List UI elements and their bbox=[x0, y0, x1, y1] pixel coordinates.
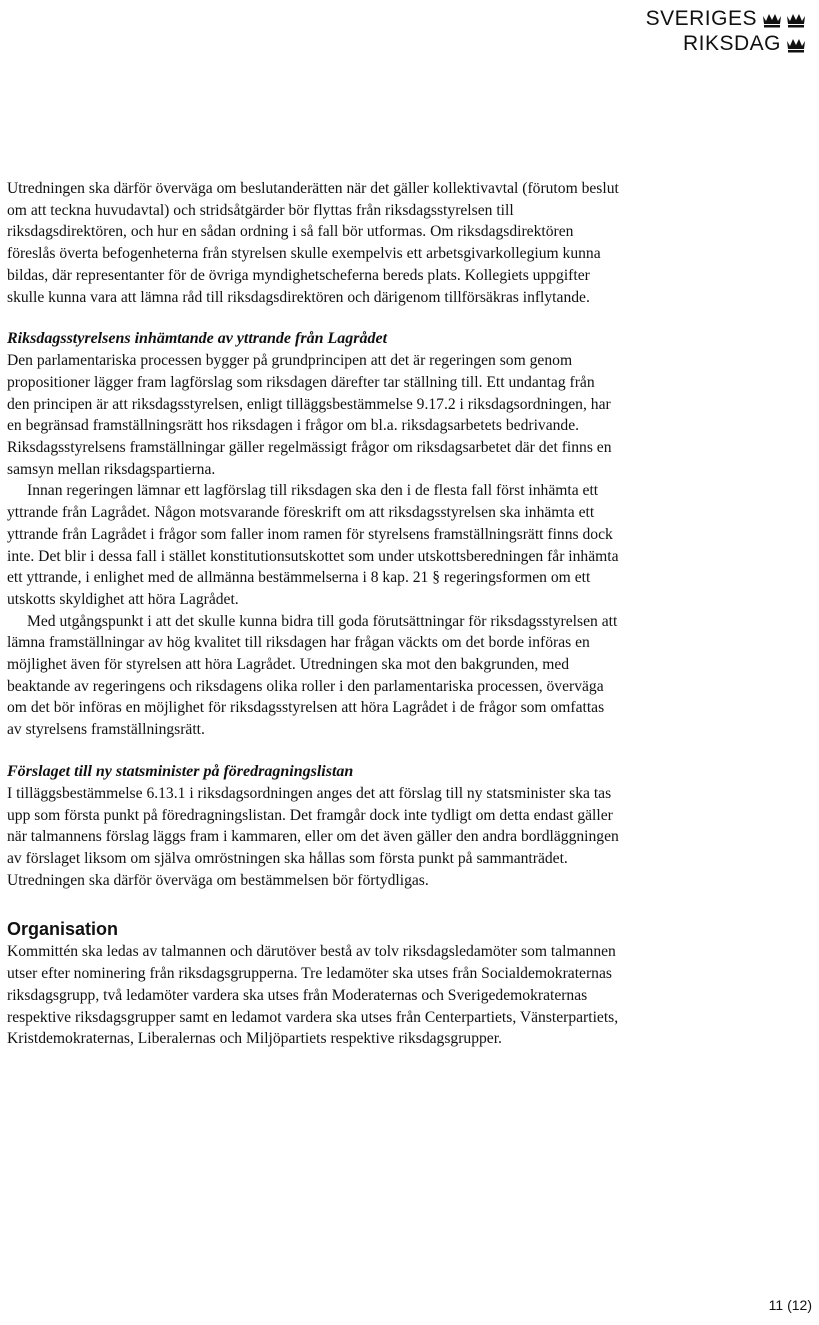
logo-line-2 bbox=[646, 31, 807, 56]
paragraph: Den parlamentariska processen bygger på grundprincipen att det är regeringen som genom propositioner lägger fram lagförslag som riksdagen därefter tar ställning till. Ett undantag från den principen är att riksdagsstyrelsen, enligt tilläggsbestämmelse 9.17.2 i riksdagsordningen, har en begränsad framställningsrätt hos riksdagen i frågor om bl.a. riksdagsarbetets bedrivande. Riksdagsstyrelsens framställningar gäller regelmässigt frågor om riksdagsarbetet där det finns en samsyn mellan riksdagspartierna. bbox=[7, 352, 612, 478]
riksdag-logo bbox=[646, 6, 807, 56]
section-organisation bbox=[7, 917, 619, 1050]
crown-icon bbox=[785, 10, 807, 28]
three-crowns-icon bbox=[761, 10, 807, 28]
logo-text-riksdag: RIKSDAG bbox=[682, 32, 781, 55]
section-heading: Organisation bbox=[7, 919, 119, 940]
logo-text-sveriges: SVERIGES bbox=[645, 7, 757, 30]
paragraph: Innan regeringen lämnar ett lagförslag till riksdagen ska den i de flesta fall först inhämta ett yttrande från Lagrådet. Någon motsvarande föreskrift om att riksdagsstyrelsen ska inhämta ett yttrande från Lagrådet i frågor som faller inom ramen för styrelsens framställningsrätt finns dock inte. Det blir i dessa fall i stället konstitutionsutskottet som under utskottsberedningen får inhämta ett yttrande, i enlighet med de allmänna bestämmelserna i 8 kap. 21 § regeringsformen om ett utskotts skyldighet att höra Lagrådet. bbox=[7, 482, 619, 608]
paragraph: Med utgångspunkt i att det skulle kunna bidra till goda förutsättningar för riksdagsstyrelsen att lämna framställningar av hög kvalitet till riksdagen har frågan väckts om det borde införas en möjlighet även för styrelsen att höra Lagrådet. Utredningen ska mot den bakgrunden, med beaktande av regeringens och riksdagens olika roller i den parlamentariska processen, överväga om det bör införas en möjlighet för riksdagsstyrelsen att höra Lagrådet i de frågor som omfattas av styrelsens framställningsrätt. bbox=[7, 612, 618, 739]
section-statsminister bbox=[7, 761, 619, 892]
section-lagradet bbox=[7, 328, 619, 741]
page-number: 11 (12) bbox=[768, 1297, 812, 1313]
crown-icon bbox=[761, 10, 783, 28]
paragraph: Kommittén ska ledas av talmannen och därutöver bestå av tolv riksdagsledamöter som talmannen utser efter nominering från riksdagsgrupperna. Tre ledamöter ska utses från Socialdemokraternas riksdagsgrupp, två ledamöter vardera ska utses från Moderaternas och Sverigedemokraternas respektive riksdagsgrupper samt en ledamot vardera ska utses från Centerpartiets, Vänsterpartiets, Kristdemokraternas, Liberalernas och Miljöpartiets respektive riksdagsgrupper. bbox=[7, 943, 619, 1048]
logo-line-1 bbox=[646, 6, 807, 31]
section-heading: Riksdagsstyrelsens inhämtande av yttrande från Lagrådet bbox=[7, 330, 388, 348]
section-heading: Förslaget till ny statsminister på föredragningslistan bbox=[7, 762, 354, 780]
intro-paragraph: Utredningen ska därför överväga om beslutanderätten när det gäller kollektivavtal (förutom beslut om att teckna huvudavtal) och stridsåtgärder bör flyttas från riksdagsstyrelsen till riksdagsdirektören, och hur en sådan ordning i så fall bör utformas. Om riksdagsdirektören föreslås överta befogenheterna från styrelsen skulle exempelvis ett arbetsgivarkollegium kunna bildas, där representanter för de övriga myndighetscheferna bereds plats. Kollegiets uppgifter skulle kunna vara att lämna råd till riksdagsdirektören och därigenom tillförsäkras inflytande. bbox=[7, 180, 619, 306]
crown-icon bbox=[785, 35, 807, 53]
document-body bbox=[7, 178, 619, 1050]
paragraph: I tilläggsbestämmelse 6.13.1 i riksdagsordningen anges det att förslag till ny statsminister ska tas upp som första punkt på föredragningslistan. Det framgår dock inte tydligt om detta endast gäller när talmannens förslag läggs fram i kammaren, eller om det även gäller den andra bordläggningen av förslaget liksom om själva omröstningen ska hållas som första punkt på sammanträdet. Utredningen ska därför överväga om bestämmelsen bör förtydligas. bbox=[7, 784, 619, 889]
